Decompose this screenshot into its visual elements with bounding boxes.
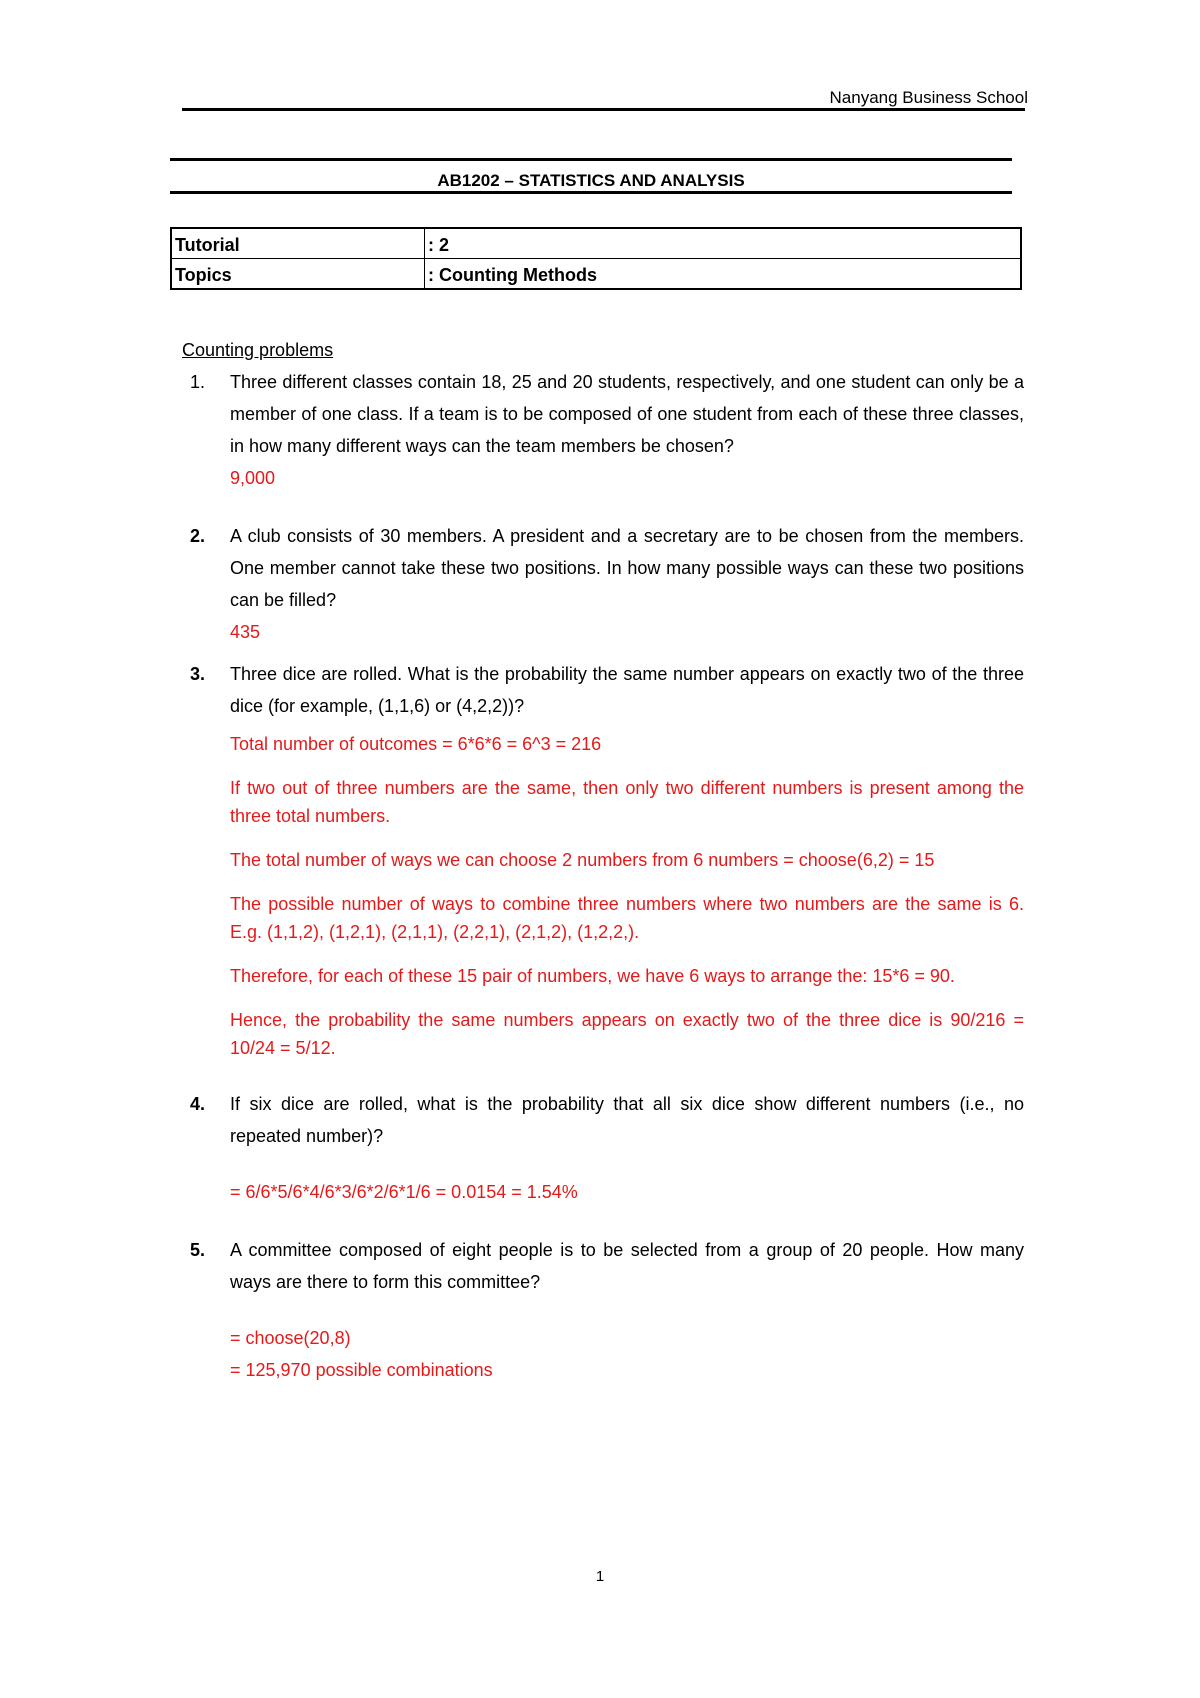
answer: 9,000 (230, 468, 276, 488)
answer-line: Total number of outcomes = 6*6*6 = 6^3 = 216 (230, 734, 602, 754)
header-institution: Nanyang Business School (829, 88, 1028, 107)
question-text: A club consists of 30 members. A president and a secretary are to be chosen from the members. One member cannot take these two positions. In how many possible ways can these two positions can be filled? (230, 526, 1024, 610)
tutorial-info-table (170, 227, 1022, 290)
course-title: AB1202 – STATISTICS AND ANALYSIS (437, 171, 745, 190)
question-text: Three different classes contain 18, 25 and 20 students, respectively, and one student can only be a member of one class. If a team is to be composed of one student from each of these three classes, in how many different ways can the team members be chosen? (230, 372, 1024, 456)
section-title: Counting problems (182, 340, 334, 360)
question-number: 2. (190, 526, 206, 546)
question-text: Three dice are rolled. What is the probability the same number appears on exactly two of the three dice (for example, (1,1,6) or (4,2,2))? (230, 664, 1024, 716)
content (182, 334, 1024, 1386)
tutorial-row (171, 228, 1021, 259)
question-number: 3. (190, 664, 206, 684)
answer-line: If two out of three numbers are the same, then only two different numbers is present among the three total numbers. (230, 778, 1024, 826)
answer: 435 (230, 622, 261, 642)
question-2 (182, 520, 1024, 648)
answer-line: = 125,970 possible combinations (230, 1360, 493, 1380)
question-5 (182, 1234, 1024, 1386)
answer-line: The possible number of ways to combine three numbers where two numbers are the same is 6. E.g. (1,1,2), (1,2,1), (2,1,1), (2,2,1), (2,1,2), (1,2,2,). (230, 894, 1024, 942)
question-number: 4. (190, 1094, 206, 1114)
answer-line: Therefore, for each of these 15 pair of numbers, we have 6 ways to arrange the: 15*6 = 90. (230, 966, 955, 986)
answer: = 6/6*5/6*4/6*3/6*2/6*1/6 = 0.0154 = 1.54% (230, 1182, 578, 1202)
topics-row (171, 259, 1021, 290)
topics-label: Topics (171, 259, 425, 290)
title-rule-bottom (170, 191, 1012, 194)
question-3 (182, 658, 1024, 1062)
question-4 (182, 1088, 1024, 1208)
header-rule (182, 108, 1025, 111)
question-number: 1. (190, 372, 206, 392)
tutorial-value: : 2 (425, 228, 1022, 259)
page-number: 1 (595, 1568, 605, 1585)
question-1 (182, 366, 1024, 494)
answer-line: = choose(20,8) (230, 1328, 351, 1348)
tutorial-label: Tutorial (171, 228, 425, 259)
question-number: 5. (190, 1240, 206, 1260)
title-rule-top (170, 158, 1012, 161)
topics-value: : Counting Methods (428, 265, 597, 285)
answer-line: The total number of ways we can choose 2 numbers from 6 numbers = choose(6,2) = 15 (230, 850, 935, 870)
question-text: A committee composed of eight people is to be selected from a group of 20 people. How many ways are there to form this committee? (230, 1240, 1024, 1292)
answer-line: Hence, the probability the same numbers appears on exactly two of the three dice is 90/216 = 10/24 = 5/12. (230, 1010, 1024, 1058)
question-text: If six dice are rolled, what is the probability that all six dice show different numbers (i.e., no repeated number)? (230, 1094, 1024, 1146)
